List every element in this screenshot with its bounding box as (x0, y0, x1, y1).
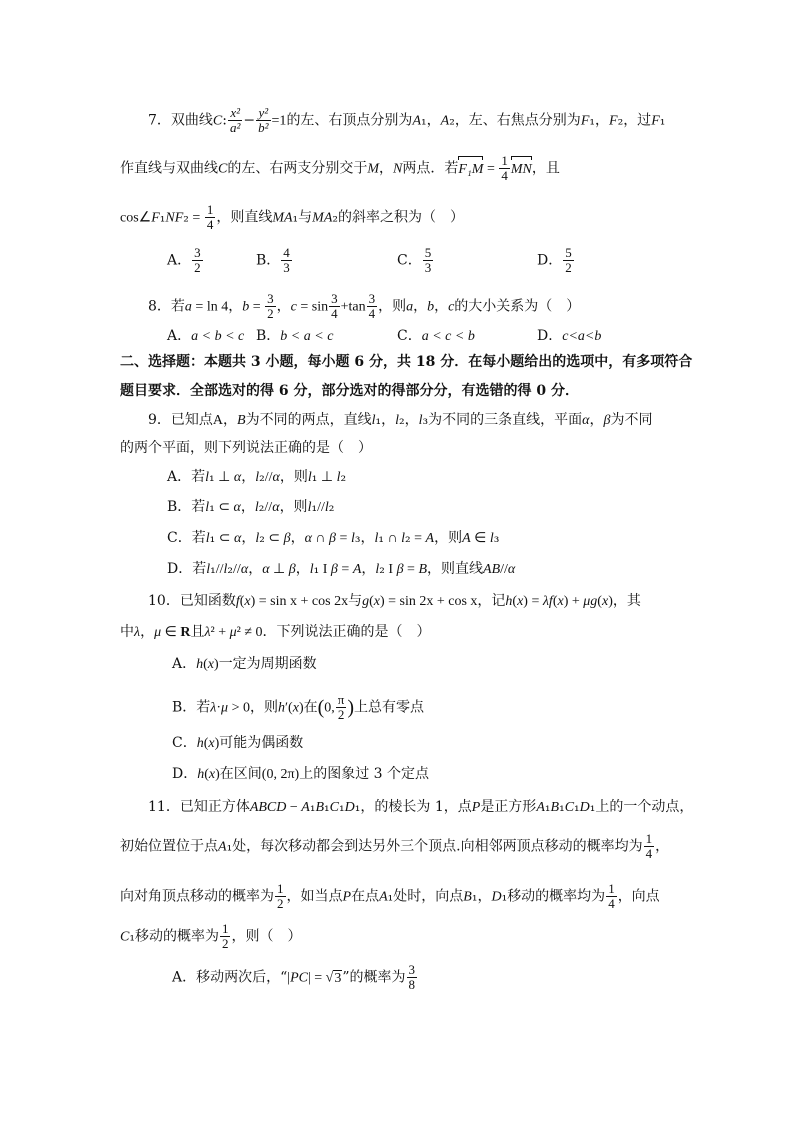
q9-option-d: D．若l₁//l₂//α，α ⊥ β，l₁ I β = A，l₂ I β = B，则直线AB//α (167, 561, 516, 577)
text: ，则（ ） (231, 928, 302, 945)
text: ， (240, 499, 255, 515)
text: 可能为偶函数 (219, 735, 304, 751)
text: ， (241, 530, 256, 546)
q10-option-c: C．h(x)可能为偶函数 (172, 735, 304, 751)
text: C． (397, 328, 422, 344)
text: 双曲线 (170, 112, 213, 129)
text: ， (426, 112, 441, 129)
text: 10． (148, 593, 180, 609)
fraction: $\frac{3}{2}$ (267, 291, 274, 321)
text: ， (228, 298, 243, 315)
text: 在点 (351, 888, 380, 905)
text: A． (167, 252, 192, 269)
text: ，向点 (617, 888, 660, 905)
q10-option-d: D．h(x)在区间(0, 2π)上的图象过 3 个定点 (172, 766, 430, 782)
text: ，则 (249, 699, 278, 716)
text: 两点．若 (402, 160, 459, 177)
text: 一定为周期函数 (218, 656, 317, 672)
text: ”的概率为 (342, 969, 406, 986)
fraction: $\frac{3}{8}$ (408, 962, 416, 992)
text: 的左、右两支分别交于 (227, 160, 368, 177)
fraction: $\frac{3}{4}$ (331, 291, 338, 321)
q10-option-b: B．若λ·μ > 0，则h′(x)在(0, $\frac{\pi}{2}$ )上总有零点 (172, 692, 425, 722)
text: C． (397, 252, 422, 269)
text: 移动的概率为 (134, 928, 219, 945)
text: ，左、右焦点分别为 (454, 112, 581, 129)
text: ．下列说法正确的是（ ） (262, 624, 431, 640)
fraction: $\frac{1}{4}$ (206, 202, 214, 232)
q7-line2: 作直线与双曲线C的左、右两支分别交于M，N两点．若F₁M = $\frac{1}{4}$ MN，且 (120, 153, 560, 183)
vector: MN (511, 160, 532, 180)
q7-option-a (167, 246, 204, 275)
q9-line1: 9．已知点A，B为不同的两点，直线l₁，l₂，l₃为不同的三条直线，平面α，β为不同 (148, 412, 653, 428)
text: 与 (348, 593, 363, 609)
text: ， (248, 561, 263, 577)
text: ， (655, 838, 670, 855)
text: ，如当点 (286, 888, 343, 905)
section2-heading-cont: 题目要求．全部选对的得 6 分，部分选对的得部分分，有选错的得 0 分． (120, 383, 579, 399)
fraction: $\frac{\pi}{2}$ (337, 692, 345, 722)
text: D．若 (167, 561, 207, 577)
text: 上的图象过 3 个定点 (299, 766, 430, 782)
text: 已知点 (170, 412, 213, 428)
text: ， (290, 530, 305, 546)
text: 移动的概率均为 (507, 888, 606, 905)
fraction: $\frac{\text{y²}}{\text{b²}}$ (258, 105, 269, 135)
q9-option-b: B．若l₁ ⊂ α，l₂//α，则l₁//l₂ (167, 499, 335, 515)
q11-line1: 11．已知正方体ABCD − A₁B₁C₁D₁，的棱长为 1，点P是正方形A₁B₁C₁D₁上的一个动点， (148, 799, 694, 815)
q7-option-d (537, 246, 575, 275)
text: 已知正方体 (179, 799, 250, 815)
text: ，记 (477, 593, 506, 609)
q7-number: 7． (148, 112, 171, 129)
text: D． (172, 766, 198, 782)
text: ，则 (378, 298, 407, 315)
fraction: $\frac{1}{4}$ (608, 881, 615, 911)
text: ， (361, 561, 376, 577)
text: 向对角顶点移动的概率为 (120, 888, 274, 905)
text: 为不同的两点，直线 (245, 412, 372, 428)
text: ， (140, 624, 155, 640)
text: 已知函数 (179, 593, 236, 609)
text: ，的棱长为 1，点 (360, 799, 472, 815)
q9-option-a: A．若l₁ ⊥ α，l₂//α，则l₁ ⊥ l₂ (167, 469, 347, 485)
vector: F₁M (458, 160, 483, 180)
q8-option-a: A．a < b < c (167, 328, 245, 344)
q8-stem: 8．若a = ln 4，b = $\frac{3}{2}$ ，c = sin $\frac{3}{4}$ +tan $\frac{3}{4}$ ，则a，b，c的大小关系为（ ） (148, 291, 581, 321)
text: ， (360, 530, 375, 546)
text: 上的一个动点， (595, 799, 694, 815)
text: 的斜率之积为（ ） (338, 209, 465, 226)
text: ， (241, 469, 256, 485)
text: 的左、右顶点分别为 (286, 112, 413, 129)
text: 为不同 (610, 412, 653, 428)
math: C (212, 113, 223, 129)
text: D． (537, 328, 563, 344)
text: A． (167, 328, 192, 344)
q8-option-d: D．c<a<b (537, 328, 602, 344)
q8-option-b: B．b < a < c (256, 328, 334, 344)
text: B． (256, 328, 281, 344)
text: 处，每次移动都会到达另外三个顶点.向相邻两顶点移动的概率均为 (232, 838, 643, 855)
text: ， (295, 561, 310, 577)
fraction: $\frac{5}{2}$ (565, 245, 572, 275)
q11-option-a: A．移动两次后，“|PC| = √3”的概率为 $\frac{3}{8}$ (172, 962, 416, 992)
text: B． (256, 252, 281, 269)
fraction: $\frac{1}{2}$ (277, 881, 284, 911)
q7-line1: 7．双曲线C: $\frac{\text{x²}}{\text{a²}}$ − $\frac{\text{y²}}{\text{b²}}$ =1的左、右顶点分别为A₁，A₂，左、右焦点分别为F₁，F₂，过F₁ (148, 105, 666, 135)
text: 的大小关系为（ ） (454, 298, 581, 315)
text: 是正方形 (480, 799, 537, 815)
q11-line3: 向对角顶点移动的概率为 $\frac{1}{2}$ ，如当点P在点A₁处时，向点B₁，D₁移动的概率均为 $\frac{1}{4}$ ，向点 (120, 881, 660, 911)
q8-option-c: C．a < c < b (397, 328, 475, 344)
text: 8． (148, 298, 171, 315)
text: 若 (170, 298, 185, 315)
fraction: $\frac{1}{2}$ (221, 921, 229, 951)
q7-option-c (397, 246, 434, 275)
q7-option-b (256, 246, 293, 275)
text: 9． (148, 412, 171, 428)
text: D． (537, 252, 563, 269)
q9-option-c: C．若l₁ ⊂ α，l₂ ⊂ β，α ∩ β = l₃，l₁ ∩ l₂ = A，则A ∈ l₃ (167, 530, 500, 546)
text: ， (434, 298, 449, 315)
text: 处时，向点 (393, 888, 464, 905)
q11-line4: C₁移动的概率为 $\frac{1}{2}$ ，则（ ） (120, 921, 302, 951)
text: A．若 (167, 469, 206, 485)
q7-line3: cos∠F₁NF₂ = $\frac{1}{4}$ ，则直线MA₁与MA₂的斜率之积为（ ） (120, 202, 465, 232)
text: 11． (148, 799, 180, 815)
text: 初始位置位于点 (120, 838, 218, 855)
text: ， (595, 112, 609, 129)
text: ，则 (279, 469, 308, 485)
text: 且 (190, 624, 205, 640)
text: ， (381, 412, 396, 428)
q10-line2: 中λ，μ ∈ R且λ² + μ² ≠ 0．下列说法正确的是（ ） (120, 624, 431, 640)
text: C． (172, 735, 197, 751)
text: A．移动两次后，“ (172, 969, 288, 986)
text: ，则直线 (216, 209, 273, 226)
section2-heading: 二、选择题：本题共 3 小题，每小题 6 分，共 18 分．在每小题给出的选项中，有多项符合 (120, 354, 693, 370)
text: C．若 (167, 530, 206, 546)
text: ，则直线 (427, 561, 484, 577)
fraction: $\frac{4}{3}$ (283, 245, 290, 275)
fraction: $\frac{\text{x²}}{\text{a²}}$ (229, 105, 241, 135)
text: ， (223, 412, 238, 428)
q11-line2: 初始位置位于点A₁处，每次移动都会到达另外三个顶点.向相邻两顶点移动的概率均为 $\frac{1}{4}$ ， (120, 831, 670, 861)
fraction: $\frac{5}{3}$ (424, 245, 432, 275)
fraction: $\frac{1}{4}$ (501, 153, 508, 183)
text: 在区间 (219, 766, 262, 782)
q9-line2: 的两个平面，则下列说法正确的是（ ） (120, 440, 372, 456)
text: ，且 (531, 160, 560, 177)
fraction: $\frac{3}{2}$ (194, 245, 201, 275)
text: 在 (303, 699, 318, 716)
text: ， (404, 412, 419, 428)
text: 中 (120, 624, 134, 640)
text: ， (477, 888, 492, 905)
text: 为不同的三条直线，平面 (428, 412, 583, 428)
text: ，则 (434, 530, 463, 546)
text: B．若 (172, 699, 211, 716)
text: 与 (298, 209, 313, 226)
text: ， (379, 160, 394, 177)
text: B．若 (167, 499, 206, 515)
text: A． (172, 656, 197, 672)
text: ，则 (279, 499, 308, 515)
fraction: $\frac{3}{4}$ (368, 291, 376, 321)
fraction: $\frac{1}{4}$ (645, 831, 653, 861)
text: 上总有零点 (354, 699, 425, 716)
text: 作直线与双曲线 (120, 160, 218, 177)
q10-line1: 10．已知函数f(x) = sin x + cos 2x与g(x) = sin 2x + cos x，记h(x) = λf(x) + μg(x)，其 (148, 593, 641, 609)
text: ，过 (623, 112, 652, 129)
text: ， (413, 298, 428, 315)
text: ， (589, 412, 604, 428)
text: ，其 (612, 593, 641, 609)
text: ， (276, 298, 291, 315)
q10-option-a: A．h(x)一定为周期函数 (172, 656, 317, 672)
